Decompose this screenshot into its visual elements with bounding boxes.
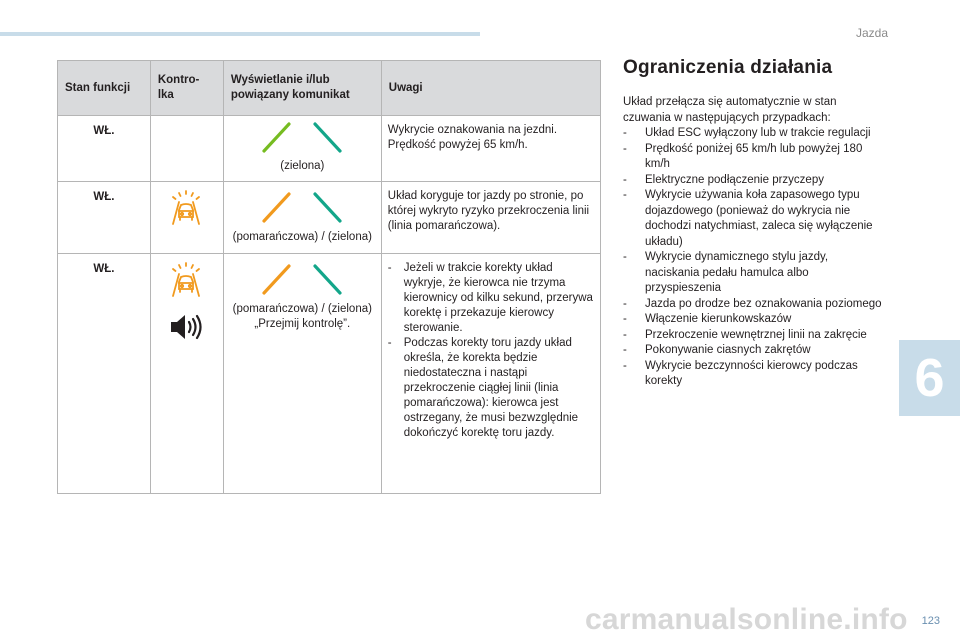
left-lane-line (264, 194, 289, 221)
lane-lines-icon (260, 190, 344, 224)
list-item: - Wykrycie dynamicznego stylu jazdy, naciskania pedału hamulca albo przyspieszenia (623, 250, 883, 297)
indicator-cell (150, 116, 223, 182)
left-lane-line (264, 124, 289, 151)
list-item: - Jazda po drodze bez oznakowania poziomego (623, 297, 883, 313)
state-cell: WŁ. (58, 116, 151, 182)
limitations-list (623, 126, 883, 390)
list-item: - Włączenie kierunkowskazów (623, 312, 883, 328)
right-lane-line (315, 194, 340, 221)
list-item: - Wykrycie używania koła zapasowego typu dojazdowego (ponieważ do wykrycia nie dochodzi natychmiast, zaleca się wyłączenie układu) (623, 188, 883, 250)
display-cell (223, 182, 381, 254)
indicator-cell (150, 254, 223, 494)
display-cell (223, 254, 381, 494)
table-row (58, 116, 601, 182)
display-caption: (pomarańczowa) / (zielona) (232, 231, 372, 243)
state-cell: WŁ. (58, 182, 151, 254)
indicator-cell (150, 182, 223, 254)
display-caption: (pomarańczowa) / (zielona) (232, 303, 372, 315)
display-caption: (zielona) (280, 160, 325, 172)
display-message: „Przejmij kontrolę”. (254, 318, 351, 330)
list-item: - Elektryczne podłączenie przyczepy (623, 173, 883, 189)
remark-cell: Wykrycie oznakowania na jezdni. Prędkość powyżej 65 km/h. (381, 116, 600, 182)
list-item: - Przekroczenie wewnętrznej linii na zakręcie (623, 328, 883, 344)
speaker-sound-icon (169, 312, 203, 342)
header-state: Stan funkcji (58, 61, 151, 116)
right-lane-line (315, 266, 340, 293)
table-row (58, 182, 601, 254)
lane-departure-warning-icon (170, 262, 202, 298)
state-cell: WŁ. (58, 254, 151, 494)
list-item: - Podczas korekty toru jazdy układ określa, że korekta będzie niedostateczna i nastąpi przekroczenie ciągłej linii (linia pomarańczowa): kierowca jest ostrzegany, że musi bezwzględnie dokończyć korektę toru jazdy. (388, 336, 596, 441)
remark-cell (381, 254, 600, 494)
lane-departure-warning-icon (170, 190, 202, 226)
list-item: - Prędkość poniżej 65 km/h lub powyżej 180 km/h (623, 142, 883, 173)
top-accent-bar (0, 32, 480, 36)
chapter-tab: 6 (899, 340, 960, 416)
page-number: 123 (921, 615, 940, 627)
table-row (58, 254, 601, 494)
list-item: - Układ ESC wyłączony lub w trakcie regulacji (623, 126, 883, 142)
header-indicator: Kontro- lka (150, 61, 223, 116)
section-heading: Ograniczenia działania (623, 57, 833, 78)
right-lane-line (315, 124, 340, 151)
limitations-section (623, 57, 883, 390)
function-status-table (57, 60, 601, 494)
intro-text: Układ przełącza się automatycznie w stan czuwania w następujących przypadkach: (623, 96, 837, 124)
section-title: Jazda (855, 26, 888, 40)
header-display: Wyświetlanie i/lub powiązany komunikat (223, 61, 381, 116)
lane-lines-icon (260, 120, 344, 154)
display-cell (223, 116, 381, 182)
list-item: - Wykrycie bezczynności kierowcy podczas korekty (623, 359, 883, 390)
list-item: - Jeżeli w trakcie korekty układ wykryje, że kierowca nie trzyma kierownicy od kilku sekund, przerywa korektę i przekazuje kierowcy sterowanie. (388, 261, 596, 336)
list-item: - Pokonywanie ciasnych zakrętów (623, 343, 883, 359)
header-remarks: Uwagi (381, 61, 600, 116)
left-lane-line (264, 266, 289, 293)
remark-list (388, 261, 596, 441)
remark-cell: Układ koryguje tor jazdy po stronie, po której wykryto ryzyko przekroczenia linii (linia pomarańczowa). (381, 182, 600, 254)
table-header-row (58, 61, 601, 116)
lane-lines-icon (260, 262, 344, 296)
watermark: carmanualsonline.info (585, 603, 908, 636)
